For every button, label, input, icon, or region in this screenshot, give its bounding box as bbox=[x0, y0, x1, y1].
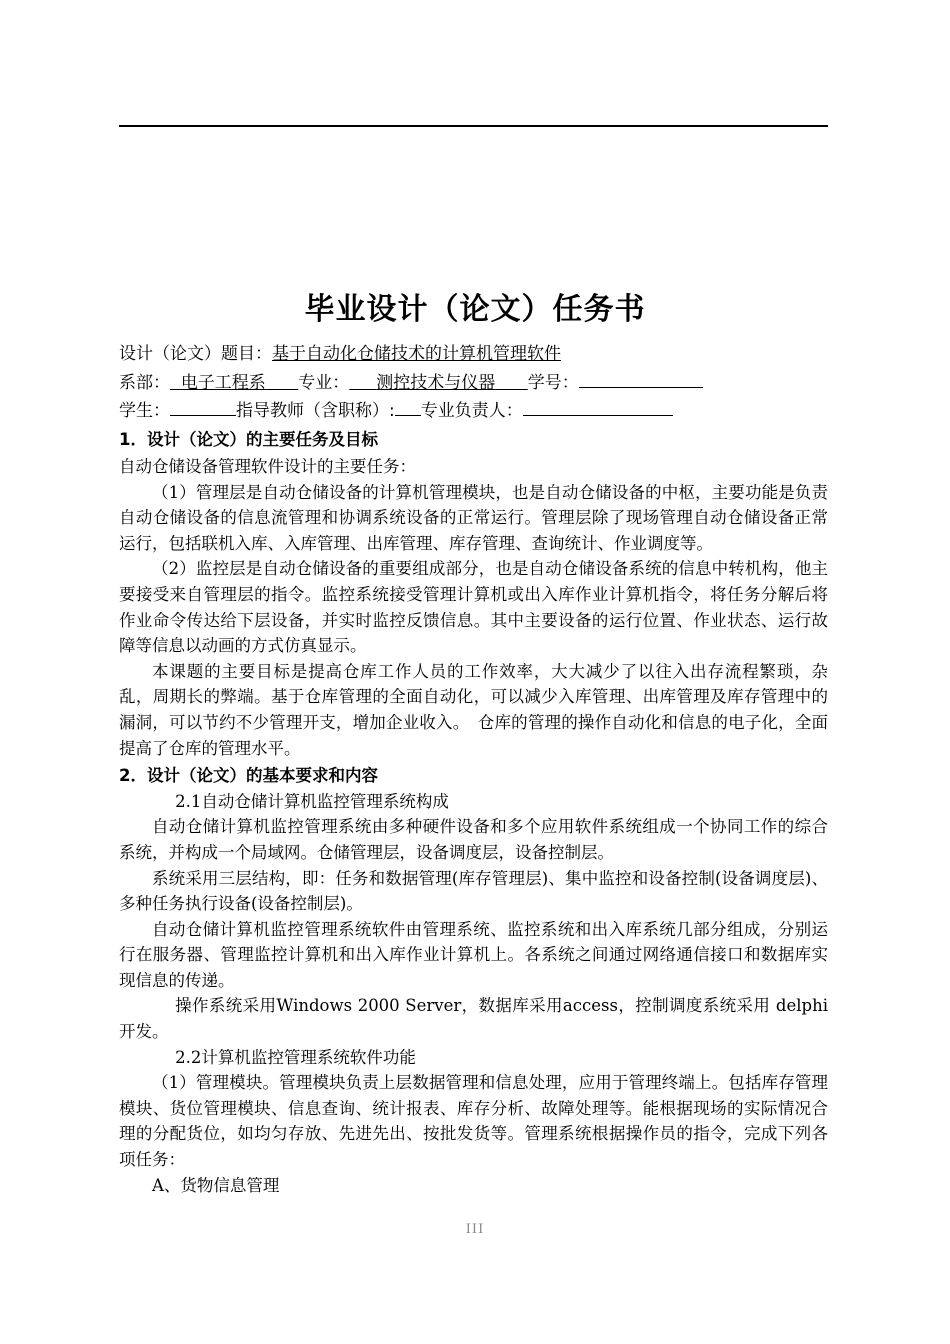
document-title: 毕业设计（论文）任务书 bbox=[304, 292, 646, 327]
student-id-label: 学号： bbox=[527, 373, 579, 393]
topic-line bbox=[119, 342, 561, 366]
s2-paragraph-3: 自动仓储计算机监控管理系统软件由管理系统、监控系统和出入库系统几部分组成，分别运行在服务器、管理监控计算机和出入库作业计算机上。各系统之间通过网络通信接口和数据库实现信息的传递。 bbox=[119, 919, 828, 990]
dept-value: 电子工程系 bbox=[180, 373, 266, 393]
s2-paragraph-4: 操作系统采用Windows 2000 Server，数据库采用access，控制调度系统采用 delphi开发。 bbox=[119, 996, 828, 1042]
advisor-blank bbox=[395, 399, 421, 416]
topic-value: 基于自动化仓储技术的计算机管理软件 bbox=[272, 344, 561, 364]
s2-paragraph-6: A、货物信息管理 bbox=[152, 1175, 280, 1195]
s2-paragraph-5: （1）管理模块。管理模块负责上层数据管理和信息处理，应用于管理终端上。包括库存管理模块、货位管理模块、信息查询、统计报表、库存分析、故障处理等。能根据现场的实际情况合理的分配货位，如均匀存放、先进先出、按批发货等。管理系统根据操作员的指令，完成下列各项任务： bbox=[119, 1073, 828, 1170]
s2-paragraph-1: 自动仓储计算机监控管理系统由多种硬件设备和多个应用软件系统组成一个协同工作的综合系统，并构成一个局域网。仓储管理层，设备调度层，设备控制层。 bbox=[119, 817, 828, 862]
people-line bbox=[119, 399, 673, 423]
s2-subheading-2: 2.2计算机监控管理系统软件功能 bbox=[175, 1047, 416, 1067]
section1-heading-line bbox=[119, 428, 378, 452]
major-value: 测控技术与仪器 bbox=[376, 373, 496, 393]
s1-paragraph-2: （2）监控层是自动仓储设备的重要组成部分，也是自动仓储设备系统的信息中转机构，他主要接受来自管理层的指令。监控系统接受管理计算机或出入库作业计算机指令，将任务分解后将作业命令传达给下层设备，并实时监控反馈信息。其中主要设备的运行位置、作业状态、运行故障等信息以动画的方式仿真显示。 bbox=[119, 559, 828, 656]
student-blank bbox=[170, 399, 236, 416]
topic-label: 设计（论文）题目： bbox=[119, 344, 272, 364]
section2-heading: 2．设计（论文）的基本要求和内容 bbox=[119, 766, 378, 786]
head-blank bbox=[523, 399, 673, 416]
s1-intro: 自动仓储设备管理软件设计的主要任务： bbox=[119, 457, 416, 476]
page-number: III bbox=[465, 1222, 485, 1237]
header-rule bbox=[119, 125, 828, 127]
document-body bbox=[119, 454, 828, 1198]
head-label: 专业负责人： bbox=[420, 401, 523, 421]
student-label: 学生： bbox=[119, 401, 170, 421]
s1-paragraph-1: （1）管理层是自动仓储设备的计算机管理模块，也是自动仓储设备的中枢，主要功能是负责自动仓储设备的信息流管理和协调系统设备的正常运行。管理层除了现场管理自动仓储设备正常运行，包括联机入库、入库管理、出库管理、库存管理、查询统计、作业调度等。 bbox=[119, 482, 828, 553]
major-label: 专业： bbox=[298, 373, 350, 393]
department-line bbox=[119, 371, 703, 395]
s2-subheading-1: 2.1自动仓储计算机监控管理系统构成 bbox=[175, 791, 449, 811]
student-id-blank bbox=[579, 371, 703, 388]
s2-paragraph-2: 系统采用三层结构，即：任务和数据管理(库存管理层)、集中监控和设备控制(设备调度层)、多种任务执行设备(设备控制层)。 bbox=[119, 868, 828, 914]
section1-heading: 1．设计（论文）的主要任务及目标 bbox=[119, 430, 378, 449]
dept-label: 系部： bbox=[119, 373, 170, 393]
advisor-label: 指导教师（含职称）: bbox=[236, 401, 395, 421]
s1-paragraph-3: 本课题的主要目标是提高仓库工作人员的工作效率，大大减少了以往入出存流程繁琐，杂乱，周期长的弊端。基于仓库管理的全面自动化，可以减少入库管理、出库管理及库存管理中的漏洞，可以节约不少管理开支，增加企业收入。 仓库的管理的操作自动化和信息的电子化，全面提高了仓库的管理水平。 bbox=[119, 661, 828, 758]
